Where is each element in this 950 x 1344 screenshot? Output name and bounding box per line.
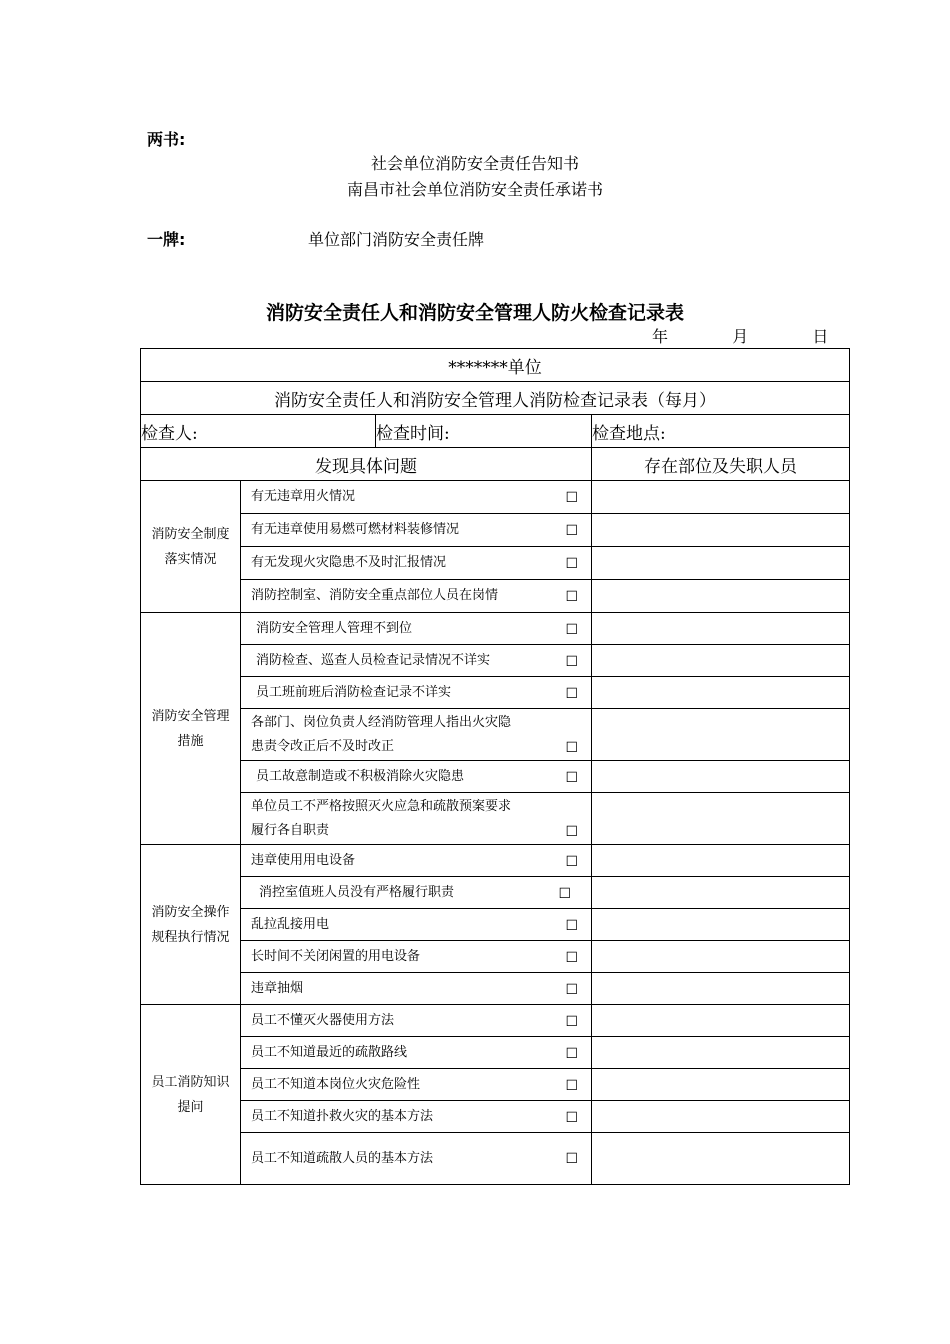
checkbox[interactable]: ☐ [565,1045,578,1062]
check-item[interactable] [241,845,592,877]
section-label-system: 消防安全制度落实情况 [141,481,241,613]
checkbox[interactable]: ☐ [565,1077,578,1094]
check-item-text: 消防检查、巡查人员检查记录情况不详实 [256,652,491,668]
unit-row: *******单位 [141,349,850,382]
checkbox[interactable]: ☐ [565,917,578,934]
location-cell[interactable] [592,645,850,677]
check-item[interactable] [241,514,592,547]
checkbox[interactable]: ☐ [565,739,578,756]
checkbox[interactable]: ☐ [565,653,578,670]
location-cell[interactable] [592,1133,850,1185]
check-item-text: 消防安全管理人管理不到位 [256,620,413,636]
check-item-text: 有无发现火灾隐患不及时汇报情况 [251,555,447,570]
date-year: 年 [652,327,669,346]
check-item[interactable] [241,1037,592,1069]
checkbox[interactable]: ☐ [565,1150,578,1167]
checkbox[interactable]: ☐ [565,490,578,506]
check-item[interactable] [241,1069,592,1101]
inspector-field[interactable]: 检查人: [141,415,376,448]
check-item-text: 员工不知道最近的疏散路线 [251,1044,408,1060]
inspection-table [140,348,850,1185]
checkbox[interactable]: ☐ [558,885,571,902]
check-item-text: 员工不知道本岗位火灾危险性 [251,1076,421,1092]
check-item[interactable] [241,1133,592,1185]
check-item[interactable] [241,973,592,1005]
date-month: 月 [732,327,749,346]
location-cell[interactable] [592,793,850,845]
check-item[interactable] [241,580,592,613]
col-header-location: 存在部位及失职人员 [592,448,850,481]
one-plate-title: 单位部门消防安全责任牌 [308,230,485,249]
two-books-label: 两书: [147,130,186,149]
check-item-text: 乱拉乱接用电 [251,916,330,932]
checkbox[interactable]: ☐ [565,589,578,605]
checkbox[interactable]: ☐ [565,523,578,539]
location-cell[interactable] [592,845,850,877]
check-item-text: 违章抽烟 [251,980,304,996]
one-plate-label: 一牌: [147,230,186,249]
subtitle-row: 消防安全责任人和消防安全管理人消防检查记录表（每月） [141,382,850,415]
location-cell[interactable] [592,613,850,645]
check-item[interactable] [241,677,592,709]
check-item[interactable] [241,481,592,514]
location-cell[interactable] [592,877,850,909]
inspection-place-field[interactable]: 检查地点: [592,415,850,448]
location-cell[interactable] [592,1101,850,1133]
form-title: 消防安全责任人和消防安全管理人防火检查记录表 [265,302,684,324]
location-cell[interactable] [592,1037,850,1069]
location-cell[interactable] [592,973,850,1005]
section-label-management: 消防安全管理措施 [141,613,241,845]
check-item-text: 员工不知道扑救火灾的基本方法 [251,1108,434,1124]
check-item[interactable] [241,613,592,645]
date-line [652,324,828,347]
inspection-time-field[interactable]: 检查时间: [376,415,592,448]
check-item-text: 员工不知道疏散人员的基本方法 [251,1150,434,1166]
checkbox[interactable]: ☐ [565,1013,578,1030]
location-cell[interactable] [592,1069,850,1101]
check-item[interactable] [241,761,592,793]
checkbox[interactable]: ☐ [565,769,578,786]
check-item[interactable] [241,1101,592,1133]
check-item-text: 长时间不关闭闲置的用电设备 [251,948,421,964]
section-label-operation: 消防安全操作规程执行情况 [141,845,241,1005]
location-cell[interactable] [592,580,850,613]
checkbox[interactable]: ☐ [565,823,578,840]
check-item-text: 员工班前班后消防检查记录不详实 [256,684,452,700]
check-item-text: 员工不懂灭火器使用方法 [251,1012,395,1028]
notice-book-title: 社会单位消防安全责任告知书 [370,154,579,173]
check-item[interactable] [241,709,592,761]
check-item[interactable] [241,1005,592,1037]
check-item-text: 有无违章使用易燃可燃材料装修情况 [251,522,460,537]
check-item[interactable] [241,645,592,677]
check-item[interactable] [241,909,592,941]
location-cell[interactable] [592,481,850,514]
check-item-text: 单位员工不严格按照灭火应急和疏散预案要求履行各自职责 [251,798,512,838]
checkbox[interactable]: ☐ [565,981,578,998]
col-header-problems: 发现具体问题 [141,448,592,481]
commitment-book-title: 南昌市社会单位消防安全责任承诺书 [346,180,603,199]
location-cell[interactable] [592,514,850,547]
check-item-text: 消防控制室、消防安全重点部位人员在岗情 [251,588,499,603]
checkbox[interactable]: ☐ [565,949,578,966]
location-cell[interactable] [592,941,850,973]
check-item[interactable] [241,547,592,580]
location-cell[interactable] [592,909,850,941]
check-item-text: 各部门、岗位负责人经消防管理人指出火灾隐患责令改正后不及时改正 [251,714,512,754]
location-cell[interactable] [592,1005,850,1037]
check-item-text: 有无违章用火情况 [251,489,356,504]
date-day: 日 [812,327,829,346]
checkbox[interactable]: ☐ [565,853,578,870]
section-label-knowledge: 员工消防知识提问 [141,1005,241,1185]
check-item[interactable] [241,941,592,973]
check-item[interactable] [241,793,592,845]
location-cell[interactable] [592,761,850,793]
checkbox[interactable]: ☐ [565,556,578,572]
location-cell[interactable] [592,547,850,580]
checkbox[interactable]: ☐ [565,621,578,638]
location-cell[interactable] [592,709,850,761]
location-cell[interactable] [592,677,850,709]
check-item[interactable] [241,877,592,909]
check-item-text: 违章使用用电设备 [251,852,356,868]
check-item-text: 消控室值班人员没有严格履行职责 [259,884,455,900]
checkbox[interactable]: ☐ [565,685,578,702]
checkbox[interactable]: ☐ [565,1109,578,1126]
check-item-text: 员工故意制造或不积极消除火灾隐患 [256,768,465,784]
